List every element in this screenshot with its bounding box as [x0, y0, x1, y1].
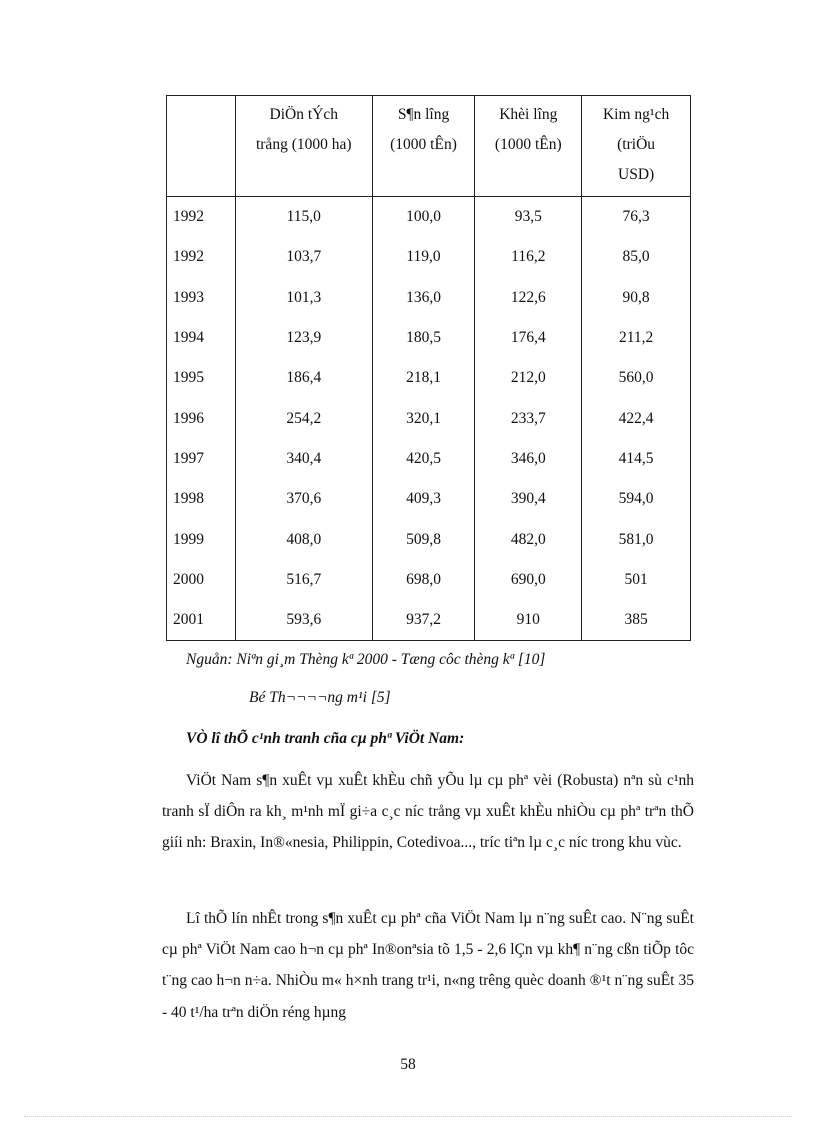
coffee-statistics-table	[166, 95, 691, 641]
table-row	[167, 519, 691, 559]
year-cell: 1992	[167, 237, 236, 277]
value-cell: 100,0	[372, 197, 475, 238]
value-cell: 123,9	[235, 318, 372, 358]
column-header-line: USD)	[618, 166, 655, 183]
column-header-line: (1000 tÊn)	[494, 136, 562, 153]
value-cell: 346,0	[475, 439, 582, 479]
page-number: 58	[400, 1056, 416, 1073]
year-cell: 1997	[167, 439, 236, 479]
value-cell: 408,0	[235, 519, 372, 559]
value-cell: 218,1	[372, 358, 475, 398]
year-cell: 1996	[167, 398, 236, 438]
source-citation-continued: Bé Th¬¬¬¬ng m¹i [5]	[249, 689, 391, 706]
body-paragraph-2: Lî thÕ lín nhÊt trong s¶n xuÊt cµ phª cña ViÖt Nam lµ n¨ng suÊt cao. N¨ng suÊt cµ phª ViÖt Nam cao h¬n cµ phª In®onªsia tõ 1,5 - 2,6 lÇn vµ kh¶ n¨ng cßn tiÕp tôc t¨ng cao h¬n n÷a. NhiÒu m« h×nh trang tr¹i, n«ng trêng quèc doanh ®¹t n¨ng suÊt 35 - 40 t¹/ha trªn diÖn réng hµng	[162, 910, 694, 1021]
value-cell: 420,5	[372, 439, 475, 479]
value-cell: 594,0	[582, 479, 691, 519]
table-row	[167, 237, 691, 277]
table-row	[167, 197, 691, 238]
value-cell: 136,0	[372, 278, 475, 318]
value-cell: 180,5	[372, 318, 475, 358]
value-cell: 409,3	[372, 479, 475, 519]
column-header	[475, 96, 582, 197]
value-cell: 122,6	[475, 278, 582, 318]
value-cell: 254,2	[235, 398, 372, 438]
value-cell: 212,0	[475, 358, 582, 398]
column-header-line: trång (1000 ha)	[255, 136, 352, 153]
value-cell: 211,2	[582, 318, 691, 358]
value-cell: 176,4	[475, 318, 582, 358]
year-cell: 1994	[167, 318, 236, 358]
value-cell: 509,8	[372, 519, 475, 559]
year-cell: 1993	[167, 278, 236, 318]
table-row	[167, 600, 691, 641]
value-cell: 385	[582, 600, 691, 641]
year-cell: 2001	[167, 600, 236, 641]
value-cell: 910	[475, 600, 582, 641]
value-cell: 516,7	[235, 560, 372, 600]
table-row	[167, 439, 691, 479]
value-cell: 698,0	[372, 560, 475, 600]
value-cell: 937,2	[372, 600, 475, 641]
table-body	[167, 197, 691, 641]
value-cell: 115,0	[235, 197, 372, 238]
value-cell: 593,6	[235, 600, 372, 641]
table-row	[167, 398, 691, 438]
year-cell: 1995	[167, 358, 236, 398]
column-header-line: Kim ng¹ch	[602, 106, 670, 123]
value-cell: 90,8	[582, 278, 691, 318]
table-header	[167, 96, 691, 197]
table-row	[167, 278, 691, 318]
value-cell: 414,5	[582, 439, 691, 479]
year-cell: 2000	[167, 560, 236, 600]
column-header-line: (1000 tÊn)	[390, 136, 457, 153]
value-cell: 690,0	[475, 560, 582, 600]
body-paragraph-1: ViÖt Nam s¶n xuÊt vµ xuÊt khÈu chñ yÕu lµ cµ phª vèi (Robusta) nªn sù c¹nh tranh sÏ diÔn ra kh¸ m¹nh mÏ gi÷a c¸c níc trång vµ xuÊt khÈu nhiÒu cµ phª trªn thÕ giíi nh: Braxin, In®«nesia, Philippin, Cotedivoa..., tríc tiªn lµ c¸c níc trong khu vùc.	[162, 772, 694, 852]
value-cell: 501	[582, 560, 691, 600]
column-header-line: Khèi lîng	[499, 106, 558, 123]
column-header	[372, 96, 475, 197]
value-cell: 186,4	[235, 358, 372, 398]
value-cell: 422,4	[582, 398, 691, 438]
value-cell: 116,2	[475, 237, 582, 277]
value-cell: 103,7	[235, 237, 372, 277]
source-citation: Nguån: Niªn gi¸m Thèng kª 2000 - Tæng côc thèng kª [10]	[186, 651, 546, 668]
table-row	[167, 560, 691, 600]
column-header	[235, 96, 372, 197]
value-cell: 119,0	[372, 237, 475, 277]
table-row	[167, 318, 691, 358]
column-header	[582, 96, 691, 197]
column-header-line: (triÖu	[617, 136, 656, 153]
value-cell: 390,4	[475, 479, 582, 519]
table-row	[167, 358, 691, 398]
value-cell: 85,0	[582, 237, 691, 277]
column-header-line: S¶n lîng	[397, 106, 450, 123]
table-row	[167, 479, 691, 519]
value-cell: 370,6	[235, 479, 372, 519]
table-header-row	[167, 96, 691, 197]
value-cell: 560,0	[582, 358, 691, 398]
year-cell: 1999	[167, 519, 236, 559]
section-heading: VÒ lî thÕ c¹nh tranh cña cµ phª ViÖt Nam:	[186, 730, 465, 747]
value-cell: 320,1	[372, 398, 475, 438]
value-cell: 93,5	[475, 197, 582, 238]
value-cell: 101,3	[235, 278, 372, 318]
column-header-line: DiÖn tÝch	[269, 106, 338, 123]
value-cell: 482,0	[475, 519, 582, 559]
footer-divider	[24, 1116, 792, 1117]
year-cell: 1992	[167, 197, 236, 238]
year-cell: 1998	[167, 479, 236, 519]
value-cell: 76,3	[582, 197, 691, 238]
value-cell: 233,7	[475, 398, 582, 438]
value-cell: 340,4	[235, 439, 372, 479]
column-header	[167, 96, 236, 197]
value-cell: 581,0	[582, 519, 691, 559]
